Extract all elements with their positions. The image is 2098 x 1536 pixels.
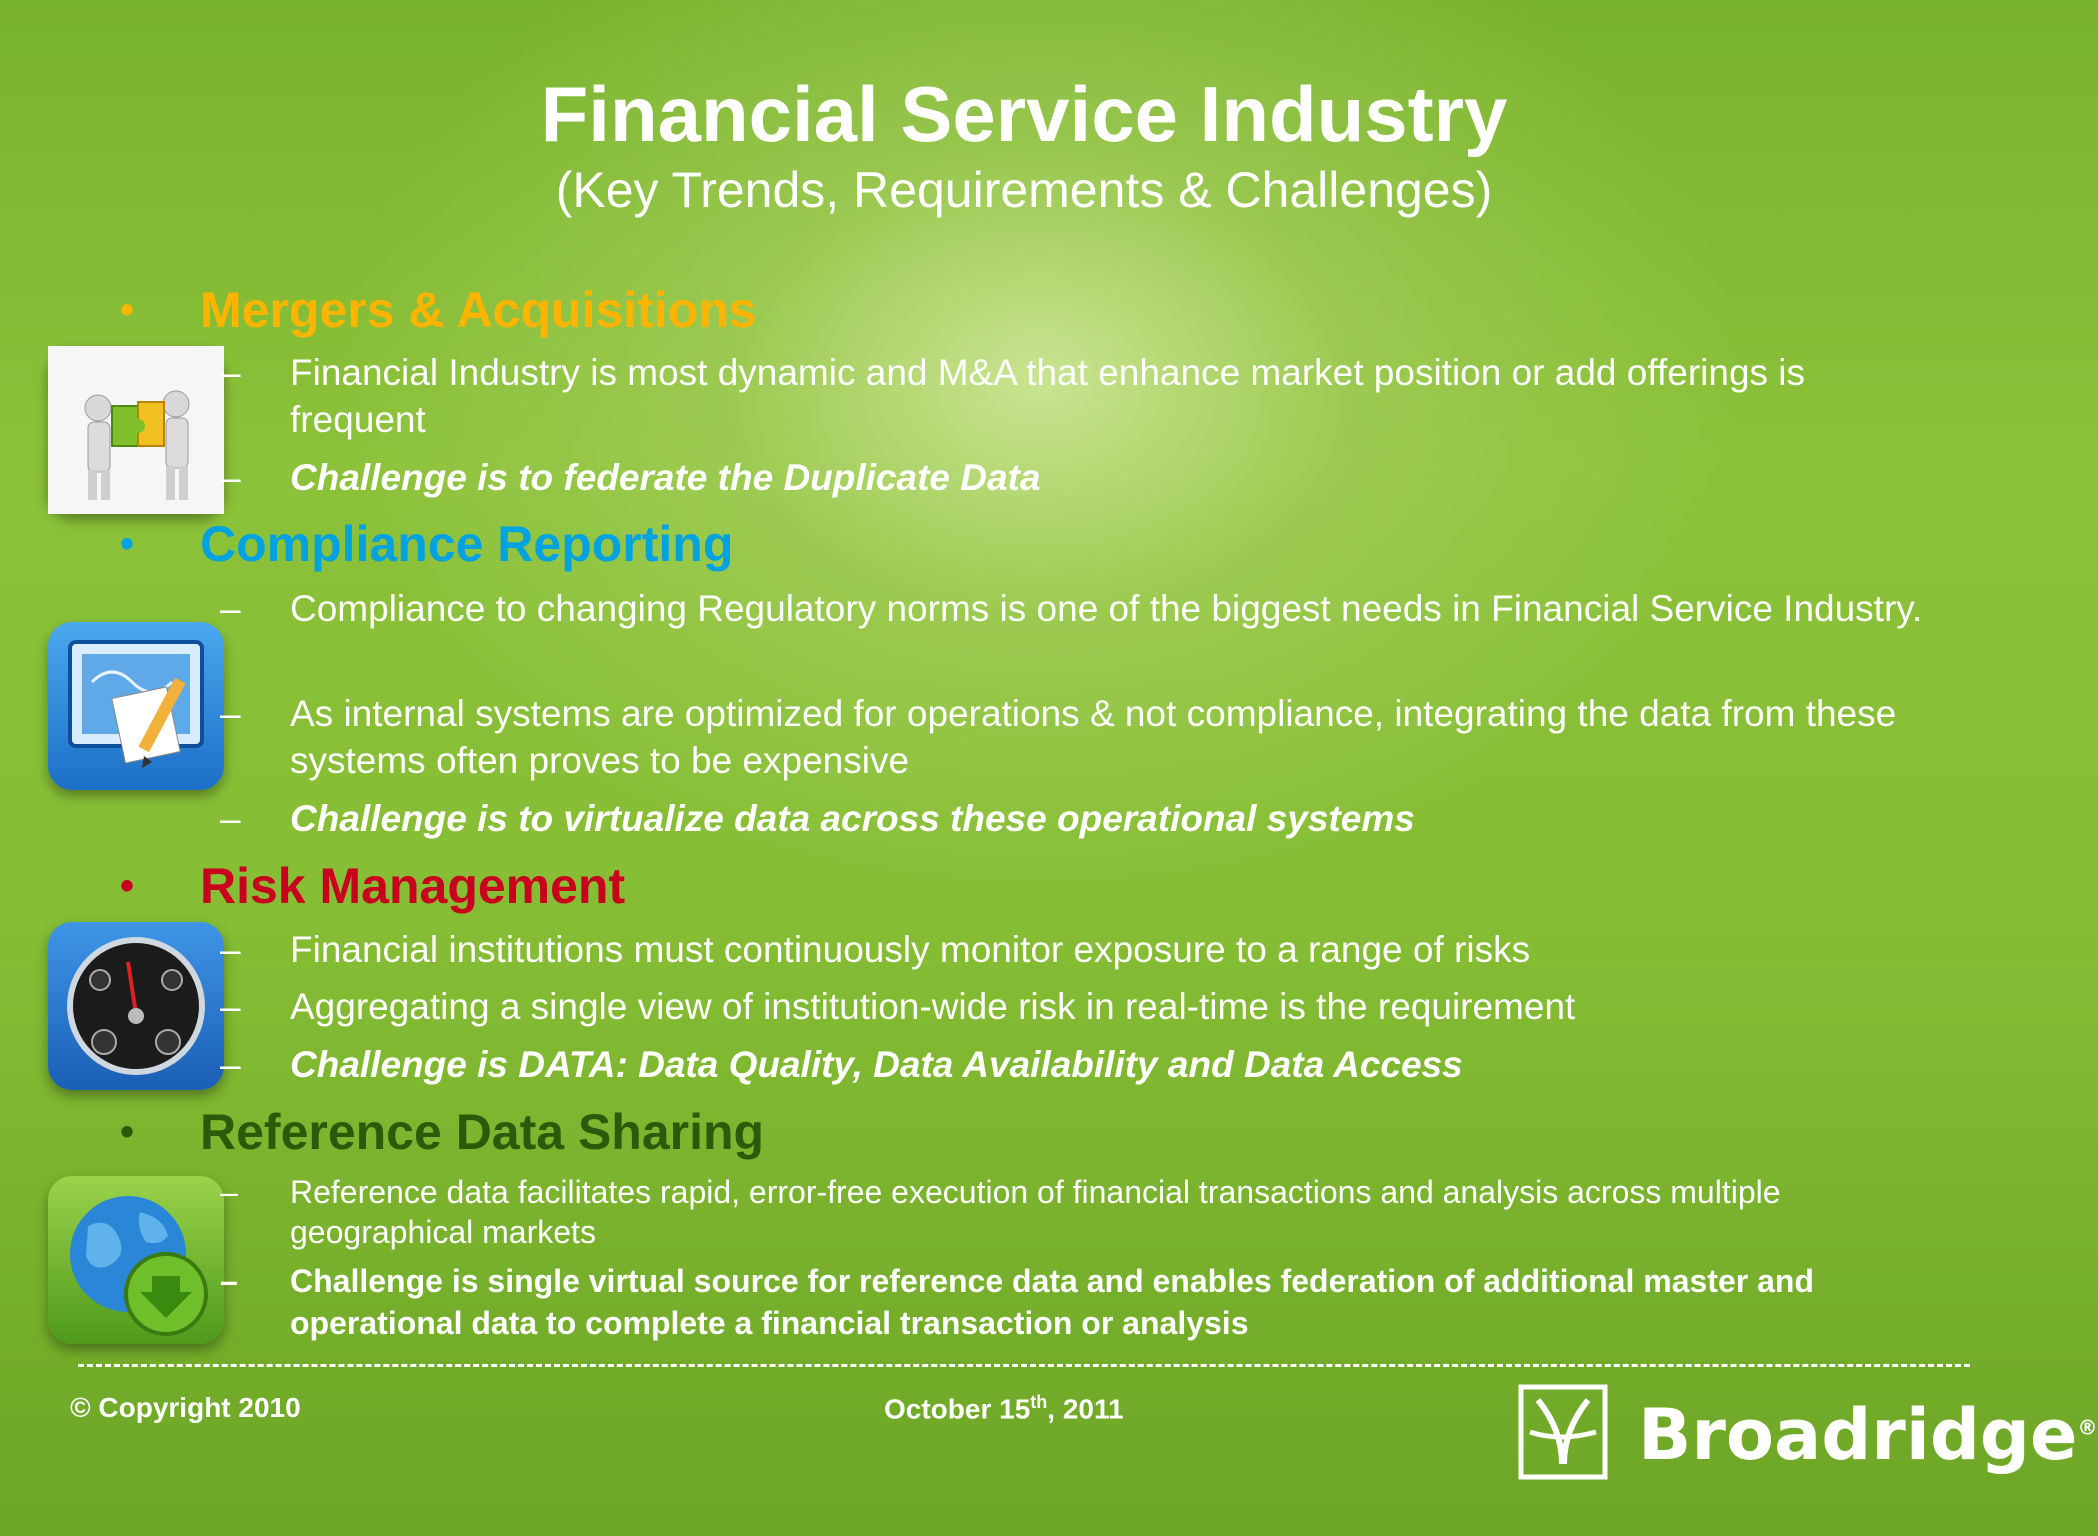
dash: –: [220, 588, 241, 629]
list-item-text: Compliance to changing Regulatory norms is one of the biggest needs in Financial Service Industry.: [290, 588, 1923, 629]
registered-mark: ®: [2077, 1415, 2098, 1440]
list-item-text: As internal systems are optimized for operations & not compliance, integrating the data from these systems often proves to be expensive: [290, 693, 1897, 781]
dash: –: [220, 457, 241, 498]
date-superscript: th: [1030, 1392, 1048, 1412]
list-item-text: Reference data facilitates rapid, error-free execution of financial transactions and analysis across multiple geographical markets: [290, 1174, 1781, 1250]
list-item-text: Challenge is DATA: Data Quality, Data Availability and Data Access: [290, 1044, 1463, 1085]
dash: –: [220, 929, 241, 970]
dash: –: [220, 1174, 238, 1210]
list-item-text: Challenge is to federate the Duplicate Data: [290, 457, 1041, 498]
list-item-text: Challenge is to virtualize data across these operational systems: [290, 798, 1415, 839]
drawing-board-icon: [48, 622, 224, 790]
list-item-text: Challenge is single virtual source for reference data and enables federation of additional master and operational data to complete a financial transaction or analysis: [290, 1263, 1814, 1341]
dashboard-gauge-icon: [48, 922, 224, 1090]
date-prefix: October 15: [884, 1393, 1031, 1425]
slide-title: Financial Service Industry: [540, 70, 1508, 158]
bullet: •: [120, 288, 135, 332]
dash: –: [220, 1263, 238, 1299]
section-heading-label: Mergers & Acquisitions: [200, 282, 757, 338]
broadridge-logo: [1518, 1384, 2098, 1484]
section-heading-label: Compliance Reporting: [200, 516, 734, 572]
section-heading-label: Reference Data Sharing: [200, 1104, 765, 1160]
dash: –: [220, 352, 241, 393]
footer-divider: [78, 1364, 1970, 1367]
date-suffix: , 2011: [1047, 1393, 1124, 1425]
list-item-text: Financial institutions must continuously monitor exposure to a range of risks: [290, 929, 1531, 970]
list-item-text: Financial Industry is most dynamic and M&A that enhance market position or add offerings is frequent: [290, 352, 1806, 440]
dash: –: [220, 986, 241, 1027]
puzzle-people-icon: [48, 346, 224, 514]
date-text: [884, 1392, 1124, 1425]
dash: –: [220, 1044, 241, 1085]
logo-word: Broadridge: [1638, 1394, 2078, 1476]
copyright-text: © Copyright 2010: [70, 1392, 301, 1423]
bullet: •: [120, 522, 135, 566]
bullet: •: [120, 1110, 135, 1154]
globe-download-icon: [48, 1176, 224, 1344]
slide-subtitle: (Key Trends, Requirements & Challenges): [555, 162, 1493, 218]
list-item-text: Aggregating a single view of institution-wide risk in real-time is the requirement: [290, 986, 1576, 1027]
dash: –: [220, 798, 241, 839]
bullet: •: [120, 864, 135, 908]
broadridge-logo-text: [1638, 1394, 2098, 1476]
broadridge-logo-mark-icon: [1518, 1384, 1608, 1480]
section-heading-label: Risk Management: [200, 858, 626, 914]
dash: –: [220, 693, 241, 734]
